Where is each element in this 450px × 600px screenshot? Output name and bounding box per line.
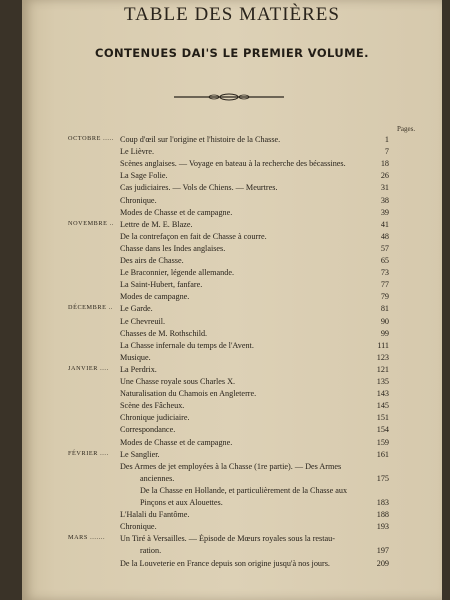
toc-row (22, 329, 442, 340)
toc-row (22, 135, 442, 146)
toc-page-number: 41 (380, 219, 389, 229)
toc-page-number: 121 (376, 364, 389, 374)
toc-row (22, 208, 442, 219)
toc-page-number: 77 (380, 280, 389, 290)
toc-page-number: 123 (376, 352, 389, 362)
toc-entry-title: Une Chasse royale sous Charles X. (120, 377, 236, 386)
toc-page-number: 57 (380, 243, 389, 253)
toc-page-number: 48 (380, 231, 389, 241)
toc-entry-title: La Perdrix. (120, 364, 157, 374)
toc-entry-title: De la contrefaçon en fait de Chasse à courre. (120, 231, 267, 241)
toc-row (22, 183, 442, 194)
toc-entry-title: Le Braconnier, légende allemande. (120, 268, 235, 278)
toc-entry-title: De la Chasse en Hollande, et particulièrement de la Chasse aux (140, 485, 348, 495)
toc-row (22, 159, 442, 170)
toc-row (22, 534, 442, 545)
toc-entry-title: Un Tiré à Versailles. — Épisode de Mœurs royales sous la restau- (120, 534, 335, 544)
toc-entry-title: La Sage Folie. (120, 171, 168, 181)
toc-page-number: 143 (376, 389, 389, 399)
toc-month: NOVEMBRE .. (68, 219, 114, 227)
toc-row (22, 462, 442, 473)
toc-page-number: 39 (380, 207, 389, 217)
toc-entry-title: Chronique. (120, 195, 157, 205)
toc-entry-title: anciennes. (140, 473, 175, 483)
toc-month: FÉVRIER .... (68, 449, 109, 457)
toc-row (22, 546, 442, 557)
toc-row (22, 244, 442, 255)
toc-page-number: 38 (380, 195, 389, 205)
toc-entry-title: Lettre de M. E. Blaze. (120, 219, 193, 229)
ornament-divider (174, 93, 284, 101)
toc-page-number: 197 (376, 546, 389, 556)
toc-row (22, 486, 442, 497)
toc-row (22, 147, 442, 158)
toc-page-number: 99 (380, 328, 389, 338)
toc-entry-title: Le Lièvre. (120, 147, 155, 157)
toc-entry-title: Correspondance. (120, 425, 176, 435)
toc-entry-title: Musique. (120, 352, 151, 362)
toc-entry-title: Modes de Chasse et de campagne. (120, 437, 233, 447)
toc-entry-title: Le Sanglier. (120, 449, 160, 459)
toc-row (22, 474, 442, 485)
toc-entry-title: Chronique judiciaire. (120, 413, 190, 423)
toc-row (22, 292, 442, 303)
toc-row (22, 438, 442, 449)
toc-entry-title: Chronique. (120, 522, 157, 532)
toc-page-number: 154 (376, 425, 389, 435)
toc-page-number: 79 (380, 292, 389, 302)
toc-page-number: 135 (376, 377, 389, 386)
pages-column-header: Pages. (397, 125, 416, 133)
toc-row (22, 268, 442, 279)
toc-row (22, 522, 442, 533)
toc-row (22, 220, 442, 231)
toc-row (22, 317, 442, 328)
toc-page-number: 31 (380, 183, 389, 193)
toc-entry-title: Scènes anglaises. — Voyage en bateau à la recherche des bécassines. (120, 159, 346, 169)
toc-row (22, 341, 442, 352)
toc-page-number: 26 (380, 171, 389, 181)
toc-entry-title: De la Louveterie en France depuis son origine jusqu'à nos jours. (120, 558, 330, 568)
toc-row (22, 559, 442, 570)
toc-entry-title: Des airs de Chasse. (120, 256, 184, 265)
toc-entry-title: Chasse dans les Indes anglaises. (120, 243, 226, 253)
toc-page-number: 193 (376, 522, 389, 532)
toc-row (22, 256, 442, 267)
toc-row (22, 196, 442, 207)
book-page (22, 0, 442, 600)
toc-row (22, 413, 442, 424)
toc-page-number: 151 (376, 413, 389, 423)
toc-entry-title: Le Garde. (120, 304, 153, 314)
toc-entry-title: Des Armes de jet employées à la Chasse (1re partie). — Des Armes (120, 461, 342, 471)
toc-month: OCTOBRE ..... (68, 135, 114, 142)
page-subtitle: CONTENUES DAI'S LE PREMIER VOLUME. (95, 46, 369, 60)
toc-page-number: 73 (380, 268, 389, 278)
toc-month: DÉCEMBRE .. (68, 304, 113, 312)
toc-entry-title: Naturalisation du Chamois en Angleterre. (120, 389, 257, 399)
toc-row (22, 401, 442, 412)
toc-page-number: 159 (376, 437, 389, 447)
toc-entry-title: Pinçons et aux Alouettes. (140, 498, 223, 507)
toc-page-number: 161 (376, 449, 389, 459)
toc-page-number: 188 (376, 510, 389, 520)
toc-row (22, 304, 442, 315)
toc-row (22, 353, 442, 364)
toc-page-number: 90 (380, 316, 389, 326)
toc-row (22, 377, 442, 388)
toc-page-number: 111 (377, 340, 389, 350)
toc-entry-title: Le Chevreuil. (120, 316, 166, 326)
toc-month: JANVIER .... (68, 364, 109, 372)
toc-page-number: 145 (376, 401, 389, 411)
toc-page-number: 209 (376, 558, 389, 568)
toc-page-number: 7 (384, 147, 389, 157)
toc-entry-title: ration. (140, 546, 162, 556)
toc-page-number: 1 (384, 135, 389, 144)
toc-row (22, 232, 442, 243)
toc-entry-title: L'Halali du Fantôme. (120, 510, 190, 520)
page-title: TABLE DES MATIÈRES (124, 4, 340, 25)
toc-page-number: 65 (380, 256, 389, 265)
toc-entry-title: Modes de campagne. (120, 292, 190, 302)
toc-entry-title: Coup d'œil sur l'origine et l'histoire de la Chasse. (120, 135, 281, 144)
toc-row (22, 365, 442, 376)
toc-row (22, 280, 442, 291)
toc-entry-title: La Chasse infernale du temps de l'Avent. (120, 340, 254, 350)
toc-page-number: 175 (376, 473, 389, 483)
toc-page-number: 81 (380, 304, 389, 314)
toc-row (22, 389, 442, 400)
toc-row (22, 171, 442, 182)
toc-entry-title: La Saint-Hubert, fanfare. (120, 280, 203, 290)
toc-page-number: 183 (376, 498, 389, 507)
toc-row (22, 425, 442, 436)
toc-row (22, 498, 442, 509)
toc-month: MARS ....... (68, 534, 106, 542)
toc-row (22, 450, 442, 461)
toc-entry-title: Scène des Fâcheux. (120, 401, 185, 411)
toc-page-number: 18 (380, 159, 389, 169)
toc-entry-title: Modes de Chasse et de campagne. (120, 207, 233, 217)
toc-entry-title: Chasses de M. Rothschild. (120, 328, 208, 338)
toc-entry-title: Cas judiciaires. — Vols de Chiens. — Meurtres. (120, 183, 278, 193)
toc-row (22, 510, 442, 521)
